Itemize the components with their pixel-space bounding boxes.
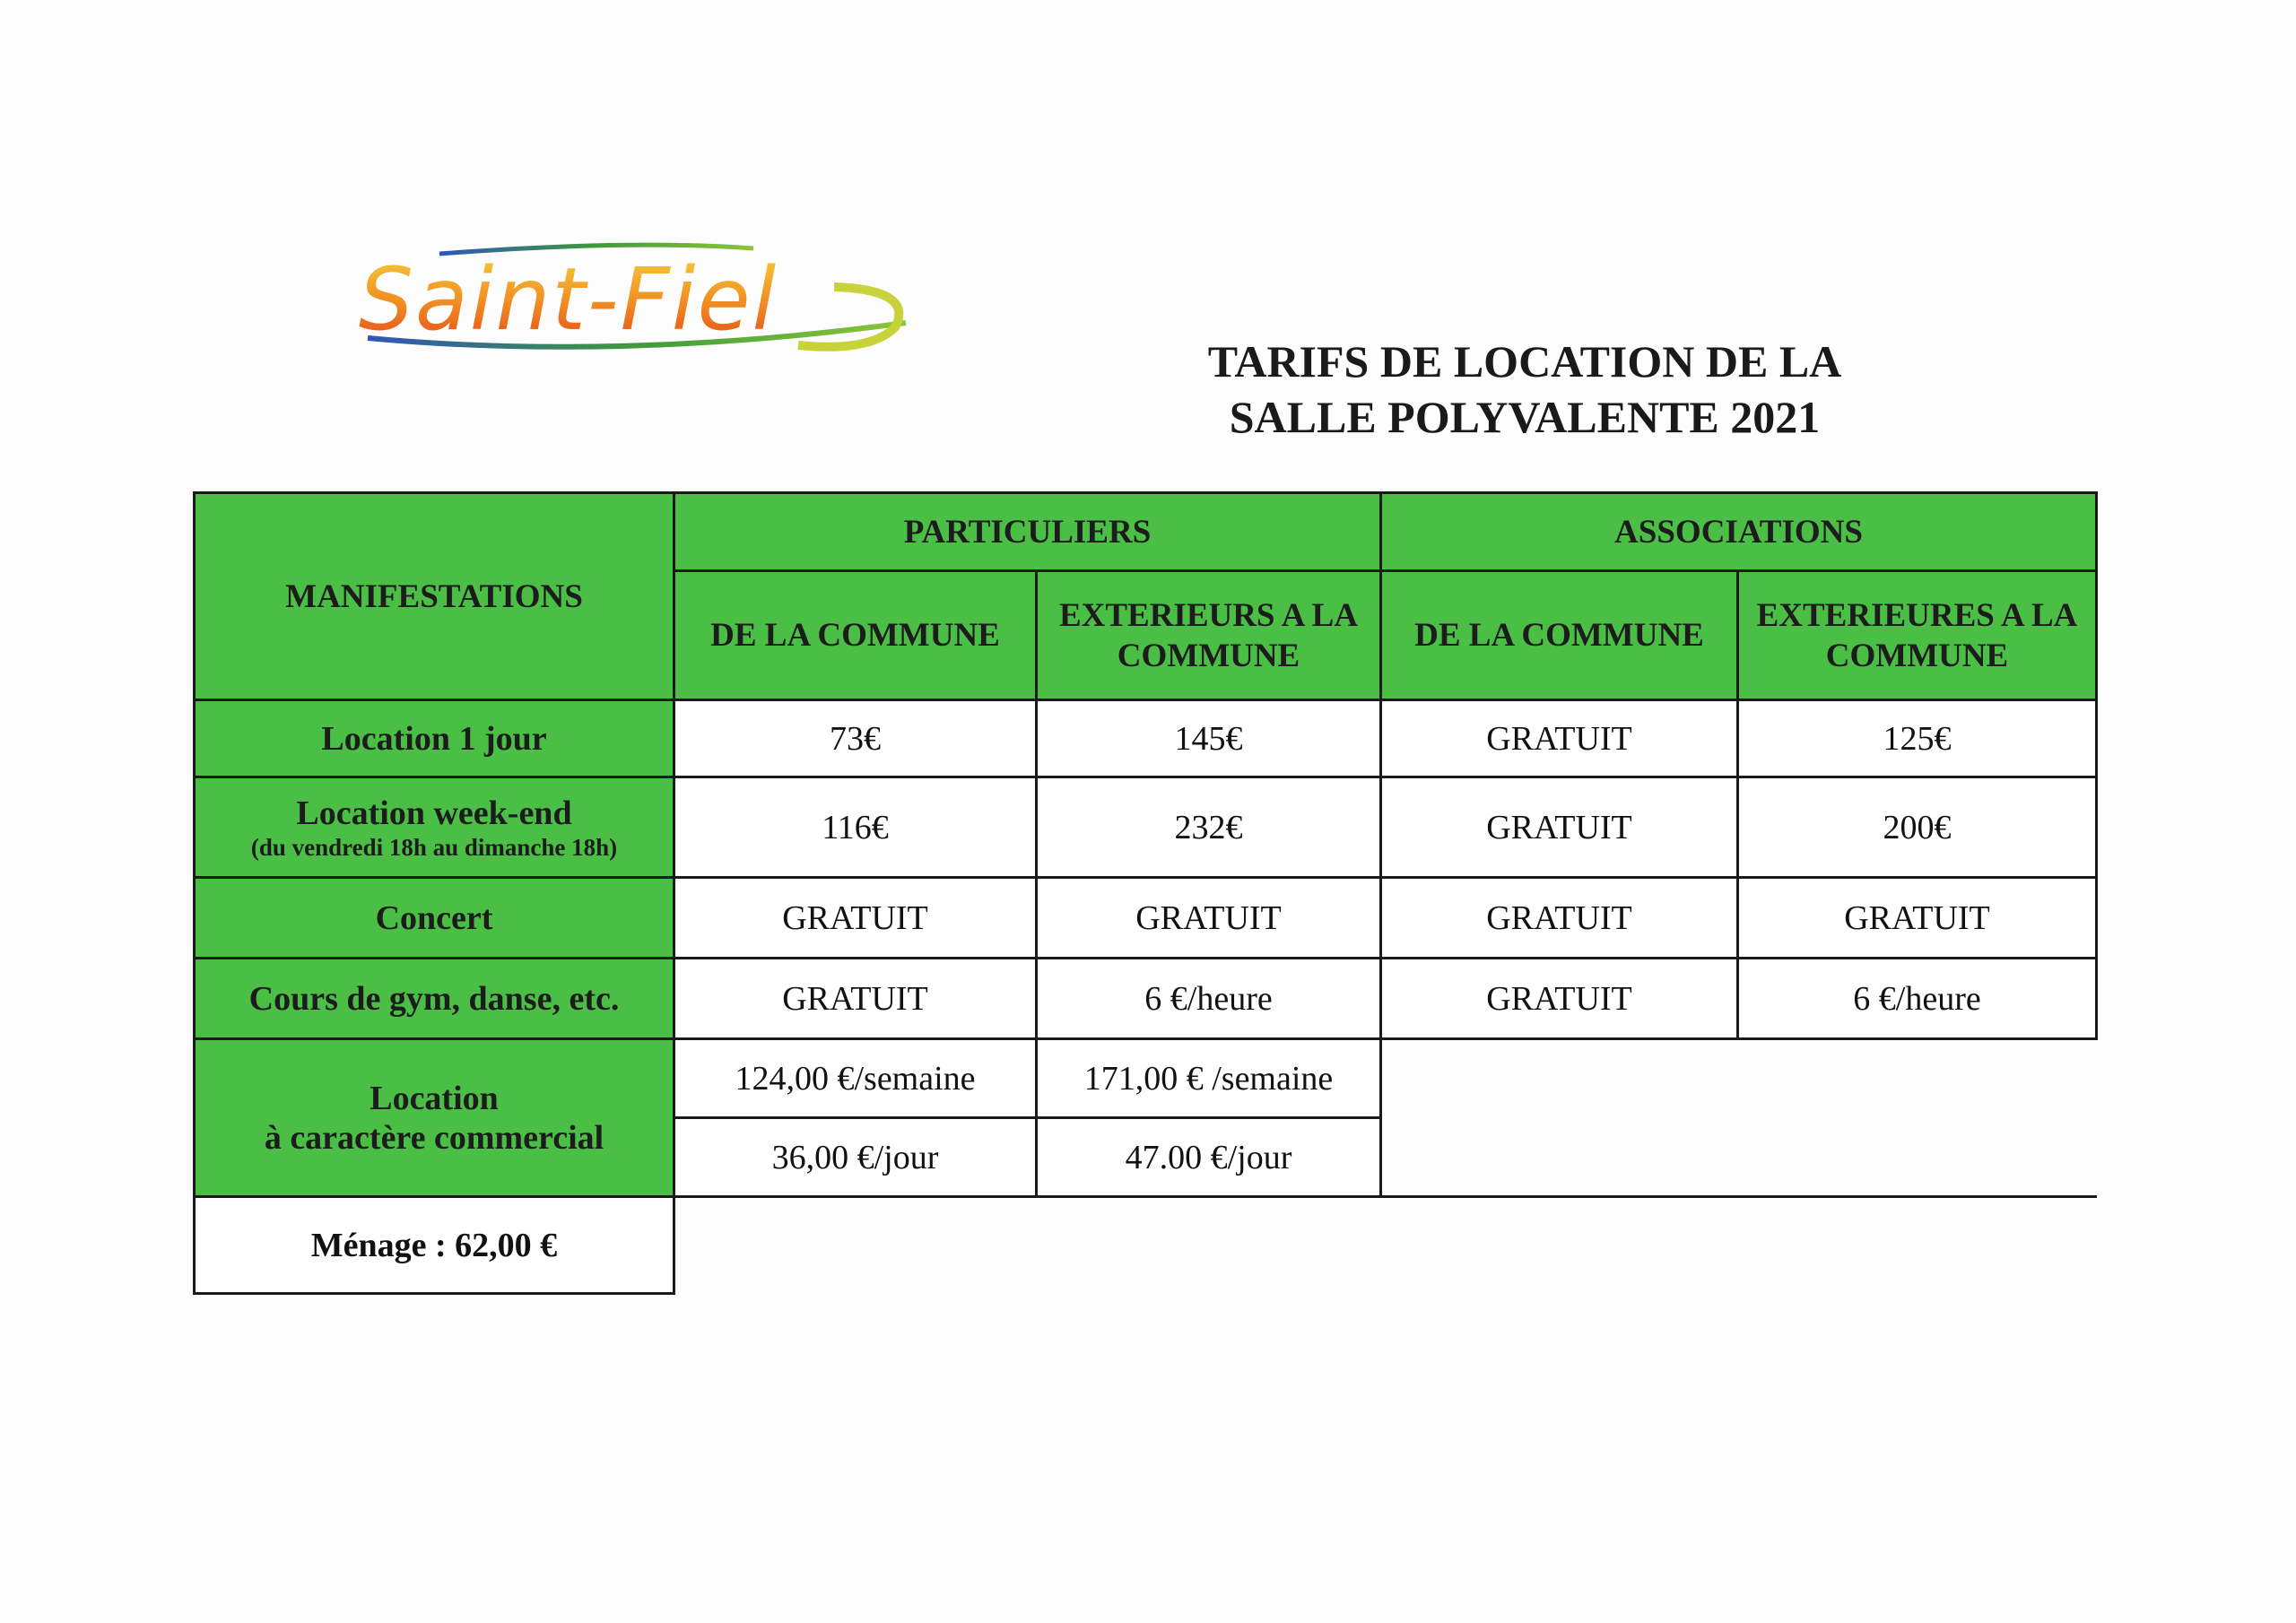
particuliers-header <box>674 493 1381 571</box>
cell-value: GRATUIT <box>1381 777 1738 878</box>
manifestations-header-text: MANIFESTATIONS <box>285 577 583 615</box>
table-row <box>195 700 2097 777</box>
cell-value: GRATUIT <box>674 878 1037 959</box>
row-label: Cours de gym, danse, etc. <box>195 959 674 1039</box>
cell-value: 6 €/heure <box>1738 959 2097 1039</box>
cell-value: 6 €/heure <box>1037 959 1381 1039</box>
cell-value: 36,00 €/jour <box>674 1118 1037 1197</box>
row-label-commercial <box>195 1039 674 1197</box>
row-label: Location 1 jour <box>195 700 674 777</box>
title-line-2: SALLE POLYVALENTE 2021 <box>1229 392 1821 442</box>
cell-value: 171,00 € /semaine <box>1037 1039 1381 1118</box>
assoc-ext-header <box>1738 571 2097 700</box>
row-label-text: Location week-end <box>296 794 572 832</box>
cell-value: 47.00 €/jour <box>1037 1118 1381 1197</box>
part-commune-header <box>674 571 1037 700</box>
page-title <box>1121 334 1928 445</box>
table-row <box>195 959 2097 1039</box>
empty-area <box>1381 1039 2097 1197</box>
cell-value: GRATUIT <box>1381 700 1738 777</box>
cell-value: 232€ <box>1037 777 1381 878</box>
empty-area <box>674 1197 2097 1294</box>
tarifs-table <box>193 491 2098 1295</box>
cell-value: GRATUIT <box>1738 878 2097 959</box>
associations-header <box>1381 493 2097 571</box>
cell-value: 200€ <box>1738 777 2097 878</box>
menage-cell: Ménage : 62,00 € <box>195 1197 674 1294</box>
table-row <box>195 777 2097 878</box>
row-label <box>195 777 674 878</box>
row-label: Concert <box>195 878 674 959</box>
associations-header-text: ASSOCIATIONS <box>1614 513 1863 551</box>
row-label-note: (du vendredi 18h au dimanche 18h) <box>250 833 618 861</box>
part-ext-header <box>1037 571 1381 700</box>
title-line-1: TARIFS DE LOCATION DE LA <box>1207 336 1842 386</box>
cell-value: GRATUIT <box>1381 959 1738 1039</box>
cell-value: 145€ <box>1037 700 1381 777</box>
cell-value: GRATUIT <box>1037 878 1381 959</box>
cell-value: 116€ <box>674 777 1037 878</box>
assoc-commune-header <box>1381 571 1738 700</box>
logo-text: Saint-Fiel <box>359 249 778 350</box>
cell-value: GRATUIT <box>674 959 1037 1039</box>
logo-swoosh-tail <box>798 287 899 347</box>
manifestations-header <box>195 493 674 700</box>
cell-value: 73€ <box>674 700 1037 777</box>
assoc-commune-header-text: DE LA COMMUNE <box>1414 617 1704 654</box>
assoc-ext-header-text: EXTERIEURES A LA COMMUNE <box>1756 596 2078 674</box>
saint-fiel-logo <box>332 238 924 372</box>
table-row <box>195 878 2097 959</box>
cell-value: 124,00 €/semaine <box>674 1039 1037 1118</box>
part-ext-header-text: EXTERIEURS A LA COMMUNE <box>1058 596 1359 674</box>
cell-value: GRATUIT <box>1381 878 1738 959</box>
cell-value: 125€ <box>1738 700 2097 777</box>
table-row-commercial-week <box>195 1039 2097 1118</box>
commercial-label-line-1: Location <box>370 1079 499 1117</box>
table-row-menage <box>195 1197 2097 1294</box>
commercial-label-line-2: à caractère commercial <box>264 1118 604 1157</box>
header-row-groups <box>195 493 2097 571</box>
part-commune-header-text: DE LA COMMUNE <box>710 617 1000 654</box>
particuliers-header-text: PARTICULIERS <box>903 513 1152 551</box>
